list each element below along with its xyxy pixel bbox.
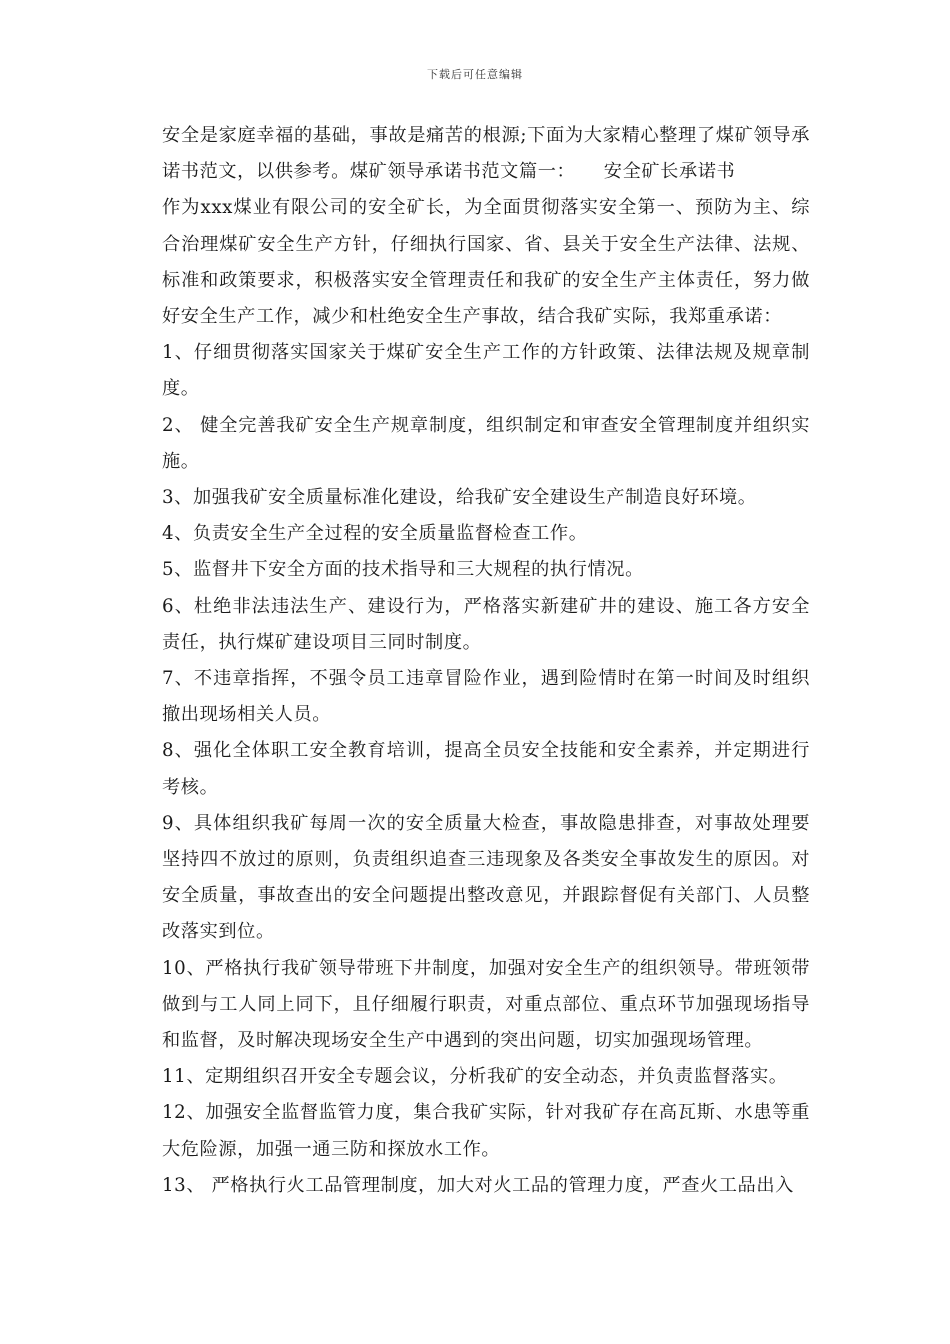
commitment-item-3: 3、加强我矿安全质量标准化建设，给我矿安全建设生产制造良好环境。 [162, 487, 757, 509]
page-header: 下载后可任意编辑 [427, 68, 523, 81]
commitment-item-7: 7、不违章指挥，不强令员工违章冒险作业，遇到险情时在第一时间及时组织撤出现场相关人员。 [162, 668, 810, 726]
commitment-item-4: 4、负责安全生产全过程的安全质量监督检查工作。 [162, 523, 588, 545]
commitment-item-13: 13、 严格执行火工品管理制度，加大对火工品的管理力度，严查火工品出入 [162, 1174, 794, 1196]
commitment-item-12: 12、加强安全监督监管力度，集合我矿实际，针对我矿存在高瓦斯、水患等重大危险源，加强一通三防和探放水工作。 [162, 1102, 810, 1160]
commitment-item-2: 2、 健全完善我矿安全生产规章制度，组织制定和审查安全管理制度并组织实施。 [162, 414, 810, 472]
intro-paragraph: 安全是家庭幸福的基础，事故是痛苦的根源;下面为大家精心整理了煤矿领导承诺书范文，以供参考。煤矿领导承诺书范文篇一： 安全矿长承诺书 [162, 125, 810, 183]
commitment-item-10: 10、严格执行我矿领导带班下井制度，加强对安全生产的组织领导。带班领带做到与工人同上同下，且仔细履行职责，对重点部位、重点环节加强现场指导和监督，及时解决现场安全生产中遇到的突出问题，切实加强现场管理。 [162, 957, 810, 1052]
commitment-item-6: 6、杜绝非法违法生产、建设行为，严格落实新建矿井的建设、施工各方安全责任，执行煤矿建设项目三同时制度。 [162, 595, 810, 653]
preamble-paragraph: 作为xxx煤业有限公司的安全矿长，为全面贯彻落实安全第一、预防为主、综合治理煤矿安全生产方针，仔细执行国家、省、县关于安全生产法律、法规、标准和政策要求，积极落实安全管理责任和我矿的安全生产主体责任，努力做好安全生产工作，减少和杜绝安全生产事故，结合我矿实际，我郑重承诺： [162, 197, 810, 328]
commitment-item-1: 1、仔细贯彻落实国家关于煤矿安全生产工作的方针政策、法律法规及规章制度。 [162, 342, 810, 400]
commitment-item-5: 5、监督井下安全方面的技术指导和三大规程的执行情况。 [162, 559, 644, 581]
document-body [144, 118, 810, 1204]
commitment-item-9: 9、具体组织我矿每周一次的安全质量大检查，事故隐患排查，对事故处理要坚持四不放过的原则，负责组织追查三违现象及各类安全事故发生的原因。对安全质量，事故查出的安全问题提出整改意见，并跟踪督促有关部门、人员整改落实到位。 [162, 812, 810, 943]
commitment-item-8: 8、强化全体职工安全教育培训，提高全员安全技能和安全素养，并定期进行考核。 [162, 740, 810, 798]
commitment-item-11: 11、定期组织召开安全专题会议，分析我矿的安全动态，并负责监督落实。 [162, 1066, 788, 1088]
